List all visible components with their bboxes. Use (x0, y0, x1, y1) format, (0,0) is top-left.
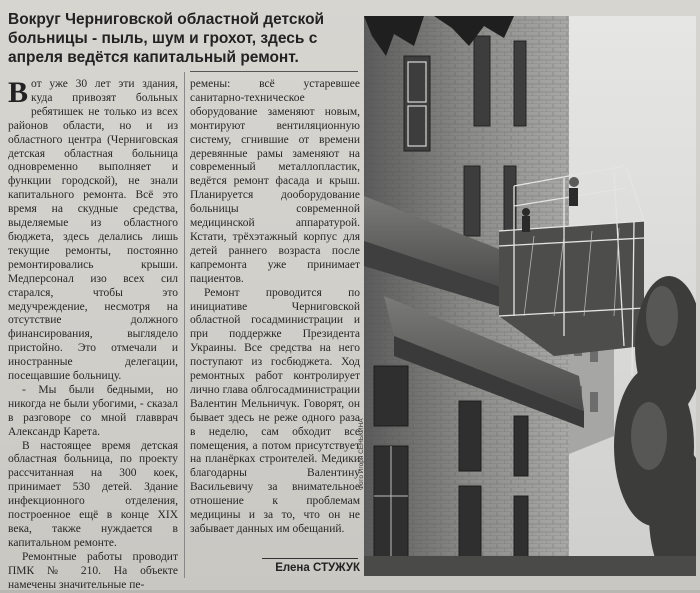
paragraph-6: Ремонт проводится по инициативе Черниговской областной госадминистрации и при поддержке Президента Украины. Все средства на него поступают из госбюджета. Ход ремонтных работ контролирует лично глава облгосадминистрации Валентин Мельничук. Говорят, он бывает здесь не реже одного раза в неделю, сам обходит все помещения, а потом присутствует на планёрках строителей. Медики благодарны Валентину Васильевичу за внимательное отношение к проблемам медицины и за то, что он не забывает данных им обещаний. (190, 286, 360, 535)
building-scaffold-illustration (364, 16, 696, 576)
column-divider (184, 72, 185, 578)
paragraph-1 (8, 78, 178, 384)
article-column-1 (8, 78, 178, 593)
paragraph-1-text: от уже 30 лет эти здания, куда привозят больных ребятишек не только из всех районов области, но и из областного центра (Черниговская детская областная больница одновременно выполняет и функции городской), не знали капитального ремонта. Всё это время на скудные средства, выделяемые из областного бюджета, здесь делались лишь текущие ремонты, постоянно ремонтировались крыши. Медперсонал изо всех сил старался, чтобы это медучреждение, несмотря на отсутствие должного финансирования, выглядело пристойно. Это отмечали и иностранные делегации, посещавшие больницу. (8, 78, 178, 383)
paragraph-4: Ремонтные работы проводит ПМК № 210. На объекте намечены значительные пе- (8, 550, 178, 591)
paragraph-3: В настоящее время детская областная больница, по проекту рассчитанная на 300 коек, принимает 530 детей. Здание инфекционного отделения, построенное ещё в конце XIX века, также нуждается в капитальном ремонте. (8, 439, 178, 549)
paragraph-5: ремены: всё устаревшее санитарно-техническое оборудование заменяют новым, монтируют вентиляционную систему, сгнившие от времени деревянные рамы заменяют на современный металлопластик, ведётся ремонт фасада и крыш. Планируется дооборудование больницы современной медицинской аппаратурой. Кстати, трёхэтажный корпус для детей раннего возраста после капремонта уже принимает пациентов. (190, 78, 360, 285)
author-rule (262, 558, 358, 559)
drop-cap: В (8, 76, 29, 109)
article-headline: Вокруг Черниговской областной детской больницы - пыль, шум и грохот, здесь с апреля ведётся капитальный ремонт. (8, 11, 325, 66)
hospital-building-photo (364, 16, 696, 576)
photo-credit: Фото Игоря СЕНЬКИНА (358, 418, 365, 490)
column-top-rule (190, 71, 358, 72)
paragraph-2: - Мы были бедными, но никогда не были убогими, - сказал в разговоре со мной главврач Александр Карета. (8, 383, 178, 438)
article-column-2 (190, 78, 360, 537)
author-byline: Елена СТУЖУК (275, 562, 360, 574)
